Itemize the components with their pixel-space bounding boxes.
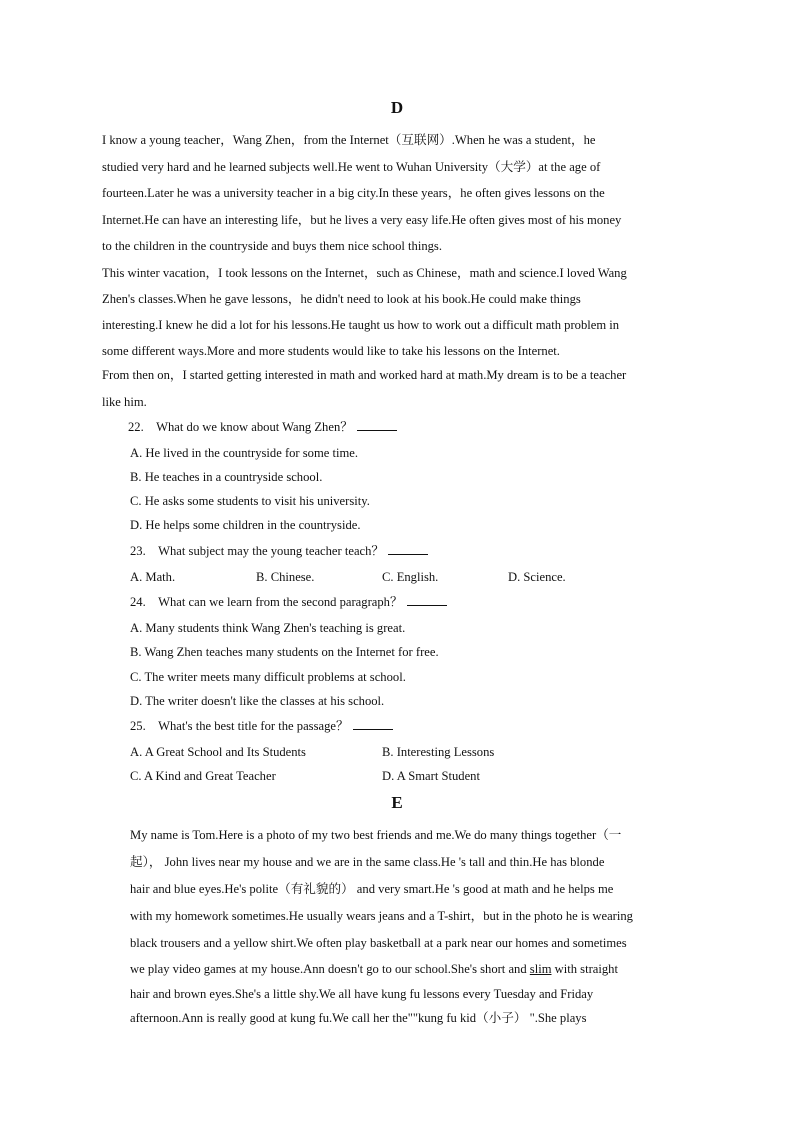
- passage-line: with my homework sometimes.He usually wears jeans and a T-shirt，but in the photo he is wearing: [130, 909, 633, 923]
- option-25-a[interactable]: A. A Great School and Its Students: [130, 745, 306, 759]
- question-number: 22.: [128, 420, 144, 434]
- passage-line: like him.: [102, 394, 147, 409]
- option-25-d[interactable]: D. A Smart Student: [382, 769, 480, 783]
- passage-d-paragraph-1: [102, 127, 692, 260]
- passage-line: This winter vacation，I took lessons on the Internet，such as Chinese，math and science.I loved Wang: [102, 266, 627, 280]
- passage-line: 起）， John lives near my house and we are in the same class.He 's tall and thin.He has blonde: [130, 855, 605, 869]
- question-text: What can we learn from the second paragraph？: [158, 595, 403, 609]
- question-text: What do we know about Wang Zhen？: [156, 420, 353, 434]
- passage-d-paragraph-3: [102, 362, 692, 415]
- passage-text: with straight: [551, 962, 618, 976]
- question-number: 25.: [130, 719, 146, 733]
- answer-blank[interactable]: [353, 717, 393, 730]
- option-24-a[interactable]: A. Many students think Wang Zhen's teaching is great.: [130, 621, 406, 635]
- option-24-c[interactable]: C. The writer meets many difficult problems at school.: [130, 670, 406, 684]
- passage-text: we play video games at my house.Ann doesn't go to our school.She's short and: [130, 962, 530, 976]
- question-number: 24.: [130, 595, 146, 609]
- passage-line: hair and brown eyes.She's a little shy.We all have kung fu lessons every Tuesday and Friday: [130, 986, 594, 1001]
- passage-line: afternoon.Ann is really good at kung fu.We call her the""kung fu kid（小子） ".She plays: [130, 1011, 587, 1025]
- option-24-b[interactable]: B. Wang Zhen teaches many students on the Internet for free.: [130, 645, 439, 659]
- option-22-b[interactable]: B. He teaches in a countryside school.: [130, 470, 323, 484]
- option-22-c[interactable]: C. He asks some students to visit his university.: [130, 494, 370, 508]
- passage-line: My name is Tom.Here is a photo of my two best friends and me.We do many things together（一: [130, 828, 622, 842]
- passage-line: Zhen's classes.When he gave lessons，he didn't need to look at his book.He could make things: [102, 292, 581, 306]
- passage-d-paragraph-2: [102, 260, 692, 364]
- passage-line: interesting.I knew he did a lot for his lessons.He taught us how to work out a difficult math problem in: [102, 318, 620, 332]
- option-23-b[interactable]: B. Chinese.: [256, 570, 315, 584]
- question-25: [130, 717, 393, 735]
- passage-line: Internet.He can have an interesting life，but he lives a very easy life.He often gives most of his money: [102, 212, 622, 227]
- passage-line: to the children in the countryside and buys them nice school things.: [102, 239, 442, 253]
- option-22-a[interactable]: A. He lived in the countryside for some time.: [130, 446, 359, 460]
- passage-line: I know a young teacher，Wang Zhen，from the Internet（互联网）.When he was a student，he: [102, 133, 596, 147]
- passage-e: [130, 822, 692, 957]
- underlined-word: slim: [529, 962, 552, 976]
- passage-line: studied very hard and he learned subjects well.He went to Wuhan University（大学）at the age of: [102, 159, 601, 174]
- passage-line: hair and blue eyes.He's polite（有礼貌的） and very smart.He 's good at math and he helps me: [130, 882, 614, 896]
- section-d-heading: D: [390, 98, 404, 117]
- passage-line: fourteen.Later he was a university teacher in a big city.In these years，he often gives lessons on the: [102, 186, 605, 200]
- question-text: What's the best title for the passage？: [158, 719, 349, 733]
- question-number: 23.: [130, 544, 146, 558]
- question-22: [128, 418, 397, 436]
- question-text: What subject may the young teacher teach？: [158, 544, 385, 558]
- option-23-a[interactable]: A. Math.: [130, 570, 176, 584]
- option-25-b[interactable]: B. Interesting Lessons: [382, 745, 495, 759]
- option-24-d[interactable]: D. The writer doesn't like the classes at his school.: [130, 694, 385, 708]
- answer-blank[interactable]: [357, 418, 397, 431]
- question-23: [130, 542, 428, 560]
- passage-line: From then on，I started getting interested in math and worked hard at math.My dream is to be a teacher: [102, 368, 627, 382]
- answer-blank[interactable]: [407, 593, 447, 606]
- passage-line: [130, 957, 692, 982]
- answer-blank[interactable]: [388, 542, 428, 555]
- passage-e-continued: [130, 957, 692, 1031]
- option-23-d[interactable]: D. Science.: [508, 570, 566, 584]
- option-22-d[interactable]: D. He helps some children in the countryside.: [130, 518, 361, 532]
- option-23-c[interactable]: C. English.: [382, 570, 439, 584]
- passage-line: some different ways.More and more students would like to take his lessons on the Internet.: [102, 344, 560, 358]
- passage-line: black trousers and a yellow shirt.We often play basketball at a park near our homes and sometimes: [130, 936, 627, 950]
- option-25-c[interactable]: C. A Kind and Great Teacher: [130, 769, 276, 783]
- section-e-heading: E: [391, 793, 403, 812]
- question-24: [130, 593, 447, 611]
